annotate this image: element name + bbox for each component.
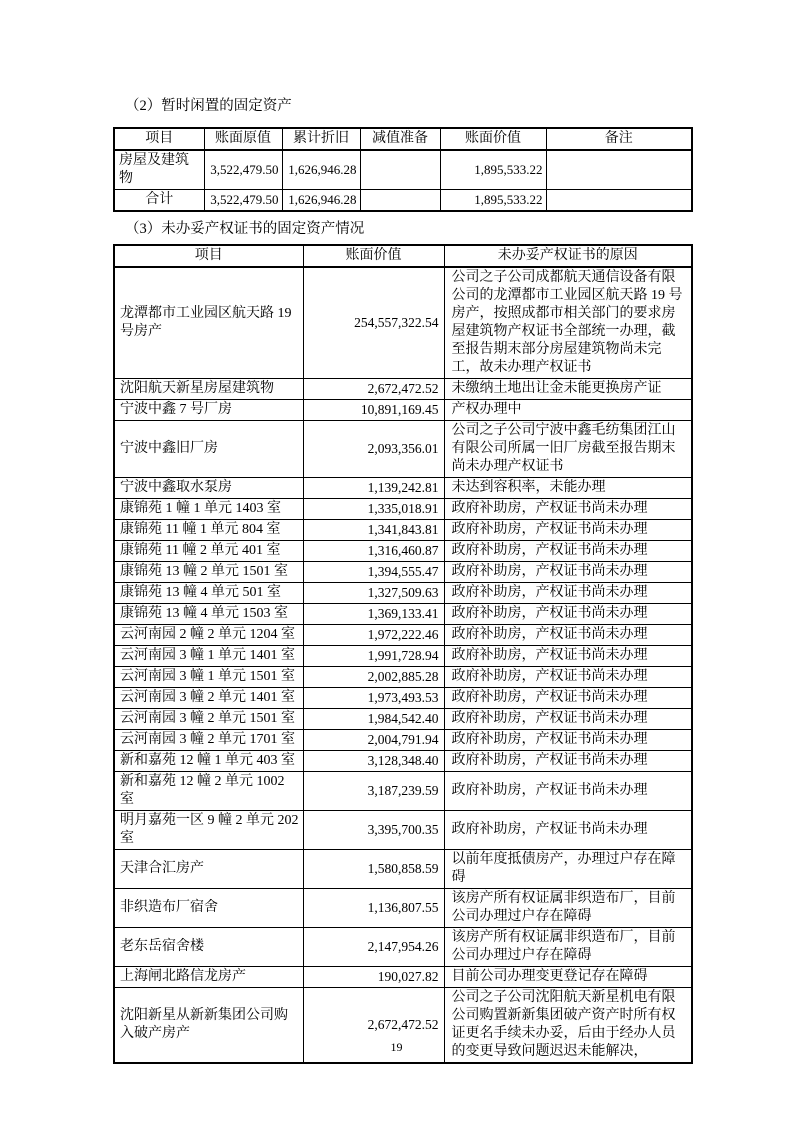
item-cell: 龙潭都市工业园区航天路 19 号房产 bbox=[114, 267, 303, 379]
reason-cell: 政府补助房，产权证书尚未办理 bbox=[444, 583, 692, 604]
item-cell: 宁波中鑫 7 号厂房 bbox=[114, 400, 303, 421]
item-cell: 康锦苑 11 幢 1 单元 804 室 bbox=[114, 520, 303, 541]
header-row bbox=[114, 128, 692, 150]
table-row bbox=[114, 604, 692, 625]
item-cell: 天津合汇房产 bbox=[114, 850, 303, 889]
book-value-cell: 2,004,791.94 bbox=[303, 730, 444, 751]
page-number: 19 bbox=[390, 1040, 403, 1054]
book-value-cell: 1,335,018.91 bbox=[303, 499, 444, 520]
book-value-cell: 2,002,885.28 bbox=[303, 667, 444, 688]
section-title-no-certificate-assets: （3）未办妥产权证书的固定资产情况 bbox=[125, 221, 365, 237]
reason-cell: 政府补助房，产权证书尚未办理 bbox=[444, 646, 692, 667]
book-value-cell: 2,672,472.52 bbox=[303, 379, 444, 400]
book-value-cell: 1,327,509.63 bbox=[303, 583, 444, 604]
reason-cell: 公司之子公司宁波中鑫毛纺集团江山有限公司所属一旧厂房截至报告期末尚未办理产权证书 bbox=[444, 421, 692, 478]
item-cell: 房屋及建筑物 bbox=[114, 150, 204, 190]
item-cell: 云河南园 2 幢 2 单元 1204 室 bbox=[114, 625, 303, 646]
book-value-cell: 1,984,542.40 bbox=[303, 709, 444, 730]
table-row bbox=[114, 400, 692, 421]
impairment-provision-cell bbox=[360, 150, 440, 190]
book-value-cell: 1,991,728.94 bbox=[303, 646, 444, 667]
impairment-provision-header: 减值准备 bbox=[360, 128, 440, 150]
table-row bbox=[114, 520, 692, 541]
reason-cell: 公司之子公司成都航天通信设备有限公司的龙潭都市工业园区航天路 19 号房产，按照成都市相关部门的要求房屋建筑物产权证书全部统一办理，截至报告期末部分房屋建筑物尚未完工，故未办理产权证书 bbox=[444, 267, 692, 379]
table-row bbox=[114, 379, 692, 400]
item-cell: 老东岳宿舍楼 bbox=[114, 928, 303, 967]
reason-cell: 政府补助房，产权证书尚未办理 bbox=[444, 604, 692, 625]
reason-header: 未办妥产权证书的原因 bbox=[444, 245, 692, 267]
no-certificate-assets-table bbox=[113, 244, 693, 1064]
table-row bbox=[114, 811, 692, 850]
table-row bbox=[114, 730, 692, 751]
reason-cell: 公司之子公司沈阳航天新星机电有限公司购置新新集团破产资产时所有权证更名手续未办妥，后由于经办人员的变更导致问题迟迟未能解决， bbox=[444, 988, 692, 1064]
table-row bbox=[114, 688, 692, 709]
original-value-cell: 3,522,479.50 bbox=[204, 150, 282, 190]
reason-cell: 政府补助房，产权证书尚未办理 bbox=[444, 730, 692, 751]
impairment-provision-cell bbox=[360, 190, 440, 212]
reason-cell: 未达到容积率，未能办理 bbox=[444, 478, 692, 499]
reason-cell: 该房产所有权证属非织造布厂，目前公司办理过户存在障碍 bbox=[444, 889, 692, 928]
book-value-cell: 3,187,239.59 bbox=[303, 772, 444, 811]
table-row bbox=[114, 928, 692, 967]
item-cell: 沈阳航天新星房屋建筑物 bbox=[114, 379, 303, 400]
item-cell: 云河南园 3 幢 1 单元 1401 室 bbox=[114, 646, 303, 667]
item-cell: 合计 bbox=[114, 190, 204, 212]
table-row bbox=[114, 709, 692, 730]
book-value-cell: 2,093,356.01 bbox=[303, 421, 444, 478]
note-cell bbox=[546, 150, 692, 190]
item-cell: 宁波中鑫旧厂房 bbox=[114, 421, 303, 478]
item-cell: 康锦苑 13 幢 4 单元 501 室 bbox=[114, 583, 303, 604]
book-value-cell: 1,972,222.46 bbox=[303, 625, 444, 646]
section-title-idle-assets: （2）暂时闲置的固定资产 bbox=[125, 98, 292, 114]
reason-cell: 政府补助房，产权证书尚未办理 bbox=[444, 541, 692, 562]
table-row bbox=[114, 967, 692, 988]
note-header: 备注 bbox=[546, 128, 692, 150]
reason-cell: 未缴纳土地出让金未能更换房产证 bbox=[444, 379, 692, 400]
item-cell: 上海闸北路信龙房产 bbox=[114, 967, 303, 988]
reason-cell: 该房产所有权证属非织造布厂，目前公司办理过户存在障碍 bbox=[444, 928, 692, 967]
original-value-header: 账面原值 bbox=[204, 128, 282, 150]
item-cell: 明月嘉苑一区 9 幢 2 单元 202 室 bbox=[114, 811, 303, 850]
idle-assets-table bbox=[113, 127, 693, 212]
book-value-header: 账面价值 bbox=[440, 128, 546, 150]
item-cell: 新和嘉苑 12 幢 1 单元 403 室 bbox=[114, 751, 303, 772]
table-row bbox=[114, 751, 692, 772]
table-row bbox=[114, 850, 692, 889]
book-value-cell: 1,580,858.59 bbox=[303, 850, 444, 889]
item-cell: 新和嘉苑 12 幢 2 单元 1002 室 bbox=[114, 772, 303, 811]
table-row bbox=[114, 625, 692, 646]
note-cell bbox=[546, 190, 692, 212]
item-cell: 康锦苑 13 幢 4 单元 1503 室 bbox=[114, 604, 303, 625]
table-row bbox=[114, 499, 692, 520]
accumulated-depreciation-cell: 1,626,946.28 bbox=[282, 150, 360, 190]
reason-cell: 政府补助房，产权证书尚未办理 bbox=[444, 499, 692, 520]
item-cell: 康锦苑 11 幢 2 单元 401 室 bbox=[114, 541, 303, 562]
table-row bbox=[114, 667, 692, 688]
accumulated-depreciation-cell: 1,626,946.28 bbox=[282, 190, 360, 212]
book-value-header: 账面价值 bbox=[303, 245, 444, 267]
book-value-cell: 1,316,460.87 bbox=[303, 541, 444, 562]
item-cell: 宁波中鑫取水泵房 bbox=[114, 478, 303, 499]
book-value-cell: 190,027.82 bbox=[303, 967, 444, 988]
table-row bbox=[114, 421, 692, 478]
book-value-cell: 1,369,133.41 bbox=[303, 604, 444, 625]
reason-cell: 产权办理中 bbox=[444, 400, 692, 421]
accumulated-depreciation-header: 累计折旧 bbox=[282, 128, 360, 150]
reason-cell: 政府补助房，产权证书尚未办理 bbox=[444, 772, 692, 811]
reason-cell: 政府补助房，产权证书尚未办理 bbox=[444, 625, 692, 646]
book-value-cell: 1,341,843.81 bbox=[303, 520, 444, 541]
reason-cell: 以前年度抵债房产，办理过户存在障碍 bbox=[444, 850, 692, 889]
table-row bbox=[114, 267, 692, 379]
table-row bbox=[114, 541, 692, 562]
reason-cell: 政府补助房，产权证书尚未办理 bbox=[444, 562, 692, 583]
item-cell: 康锦苑 13 幢 2 单元 1501 室 bbox=[114, 562, 303, 583]
book-value-cell: 1,139,242.81 bbox=[303, 478, 444, 499]
book-value-cell: 1,895,533.22 bbox=[440, 190, 546, 212]
reason-cell: 政府补助房，产权证书尚未办理 bbox=[444, 751, 692, 772]
reason-cell: 政府补助房，产权证书尚未办理 bbox=[444, 688, 692, 709]
reason-cell: 政府补助房，产权证书尚未办理 bbox=[444, 520, 692, 541]
book-value-cell: 2,147,954.26 bbox=[303, 928, 444, 967]
table-row bbox=[114, 583, 692, 604]
item-cell: 云河南园 3 幢 1 单元 1501 室 bbox=[114, 667, 303, 688]
page-content bbox=[113, 97, 691, 1064]
table-row bbox=[114, 889, 692, 928]
reason-cell: 政府补助房，产权证书尚未办理 bbox=[444, 667, 692, 688]
item-header: 项目 bbox=[114, 245, 303, 267]
book-value-cell: 1,136,807.55 bbox=[303, 889, 444, 928]
item-cell: 非织造布厂宿舍 bbox=[114, 889, 303, 928]
book-value-cell: 2,672,472.52 bbox=[303, 988, 444, 1064]
table-row bbox=[114, 646, 692, 667]
header-row bbox=[114, 245, 692, 267]
book-value-cell: 3,395,700.35 bbox=[303, 811, 444, 850]
book-value-cell: 1,895,533.22 bbox=[440, 150, 546, 190]
reason-cell: 目前公司办理变更登记存在障碍 bbox=[444, 967, 692, 988]
book-value-cell: 3,128,348.40 bbox=[303, 751, 444, 772]
item-header: 项目 bbox=[114, 128, 204, 150]
book-value-cell: 1,394,555.47 bbox=[303, 562, 444, 583]
book-value-cell: 10,891,169.45 bbox=[303, 400, 444, 421]
table-row bbox=[114, 562, 692, 583]
book-value-cell: 254,557,322.54 bbox=[303, 267, 444, 379]
table-row bbox=[114, 478, 692, 499]
table-row bbox=[114, 150, 692, 190]
table-row bbox=[114, 190, 692, 212]
book-value-cell: 1,973,493.53 bbox=[303, 688, 444, 709]
item-cell: 云河南园 3 幢 2 单元 1401 室 bbox=[114, 688, 303, 709]
item-cell: 沈阳新星从新新集团公司购入破产房产 bbox=[114, 988, 303, 1064]
item-cell: 云河南园 3 幢 2 单元 1501 室 bbox=[114, 709, 303, 730]
reason-cell: 政府补助房，产权证书尚未办理 bbox=[444, 811, 692, 850]
original-value-cell: 3,522,479.50 bbox=[204, 190, 282, 212]
reason-cell: 政府补助房，产权证书尚未办理 bbox=[444, 709, 692, 730]
table-row bbox=[114, 772, 692, 811]
item-cell: 云河南园 3 幢 2 单元 1701 室 bbox=[114, 730, 303, 751]
item-cell: 康锦苑 1 幢 1 单元 1403 室 bbox=[114, 499, 303, 520]
